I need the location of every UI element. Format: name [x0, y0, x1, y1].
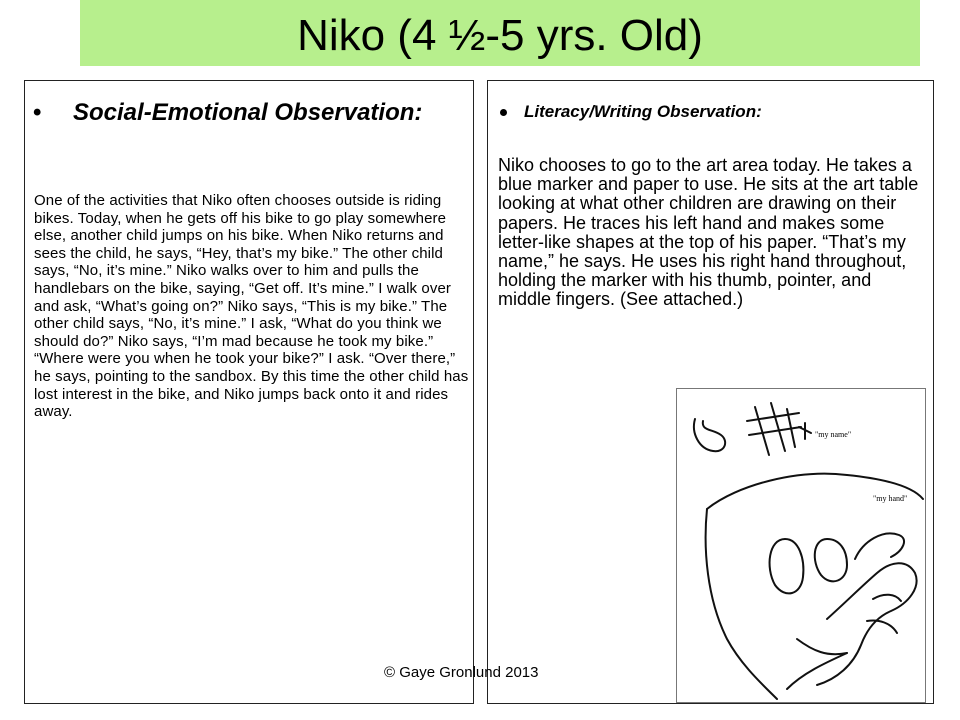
- hand-tracing-drawing: [677, 389, 925, 702]
- social-emotional-panel: [24, 80, 474, 704]
- literacy-writing-panel: [487, 80, 934, 704]
- literacy-writing-heading: [500, 102, 920, 122]
- bullet-icon: •: [33, 99, 42, 126]
- hand-oval-2: [815, 539, 847, 581]
- hand-finger-2: [873, 595, 901, 601]
- social-emotional-heading: [33, 99, 453, 126]
- literacy-writing-heading-text: Literacy/Writing Observation:: [524, 102, 762, 121]
- letter-shape-small: [799, 423, 811, 439]
- hand-wrist: [787, 653, 847, 689]
- bullet-dot-icon: [500, 109, 507, 116]
- social-emotional-heading-text: Social-Emotional Observation:: [73, 99, 423, 126]
- social-emotional-text: One of the activities that Niko often chooses outside is riding bikes. Today, when he gets off his bike to go play somewhere else, another child jumps on his bike. When Niko returns and sees the child, he says, “Hey, that’s my bike.” The other child says, “No, it’s mine.” Niko walks over to him and pulls the handlebars on the bike, saying, “Get off. It’s mine.” I walk over and ask, “What’s going on?” Niko says, “This is my bike.” The other child says, “No, it’s mine.” I ask, “What do you think we should do?” Niko says, “I’m mad because he took my bike.” “Where were you when he took your bike?” I ask. “Over there,” he says, pointing to the sandbox. By this time the other child has lost interest in the bike, and Niko jumps back onto it and rides away.: [34, 192, 469, 421]
- letter-shape-left: [694, 419, 725, 451]
- slide-title: Niko (4 ½-5 yrs. Old): [297, 11, 703, 60]
- copyright-footer: © Gaye Gronlund 2013: [384, 664, 539, 681]
- hand-palm-line: [797, 639, 847, 654]
- literacy-writing-text: Niko chooses to go to the art area today. He takes a blue marker and paper to use. He sits at the art table looking at what other children are drawing on their papers. He traces his left hand and makes some letter-like shapes at the top of his paper. “That’s my name,” he says. He uses his right hand throughout, holding the marker with his thumb, pointer, and middle fingers. (See attached.): [498, 155, 919, 310]
- hand-oval-1: [770, 539, 804, 593]
- paper-curve-left: [706, 509, 777, 699]
- paper-curve-top: [707, 474, 923, 509]
- drawing-label-hand: "my hand": [873, 494, 908, 503]
- drawing-label-name: "my name": [815, 430, 852, 439]
- child-drawing-image: [676, 388, 926, 703]
- letter-shape-hash: [747, 403, 801, 455]
- hand-finger-1: [855, 533, 904, 559]
